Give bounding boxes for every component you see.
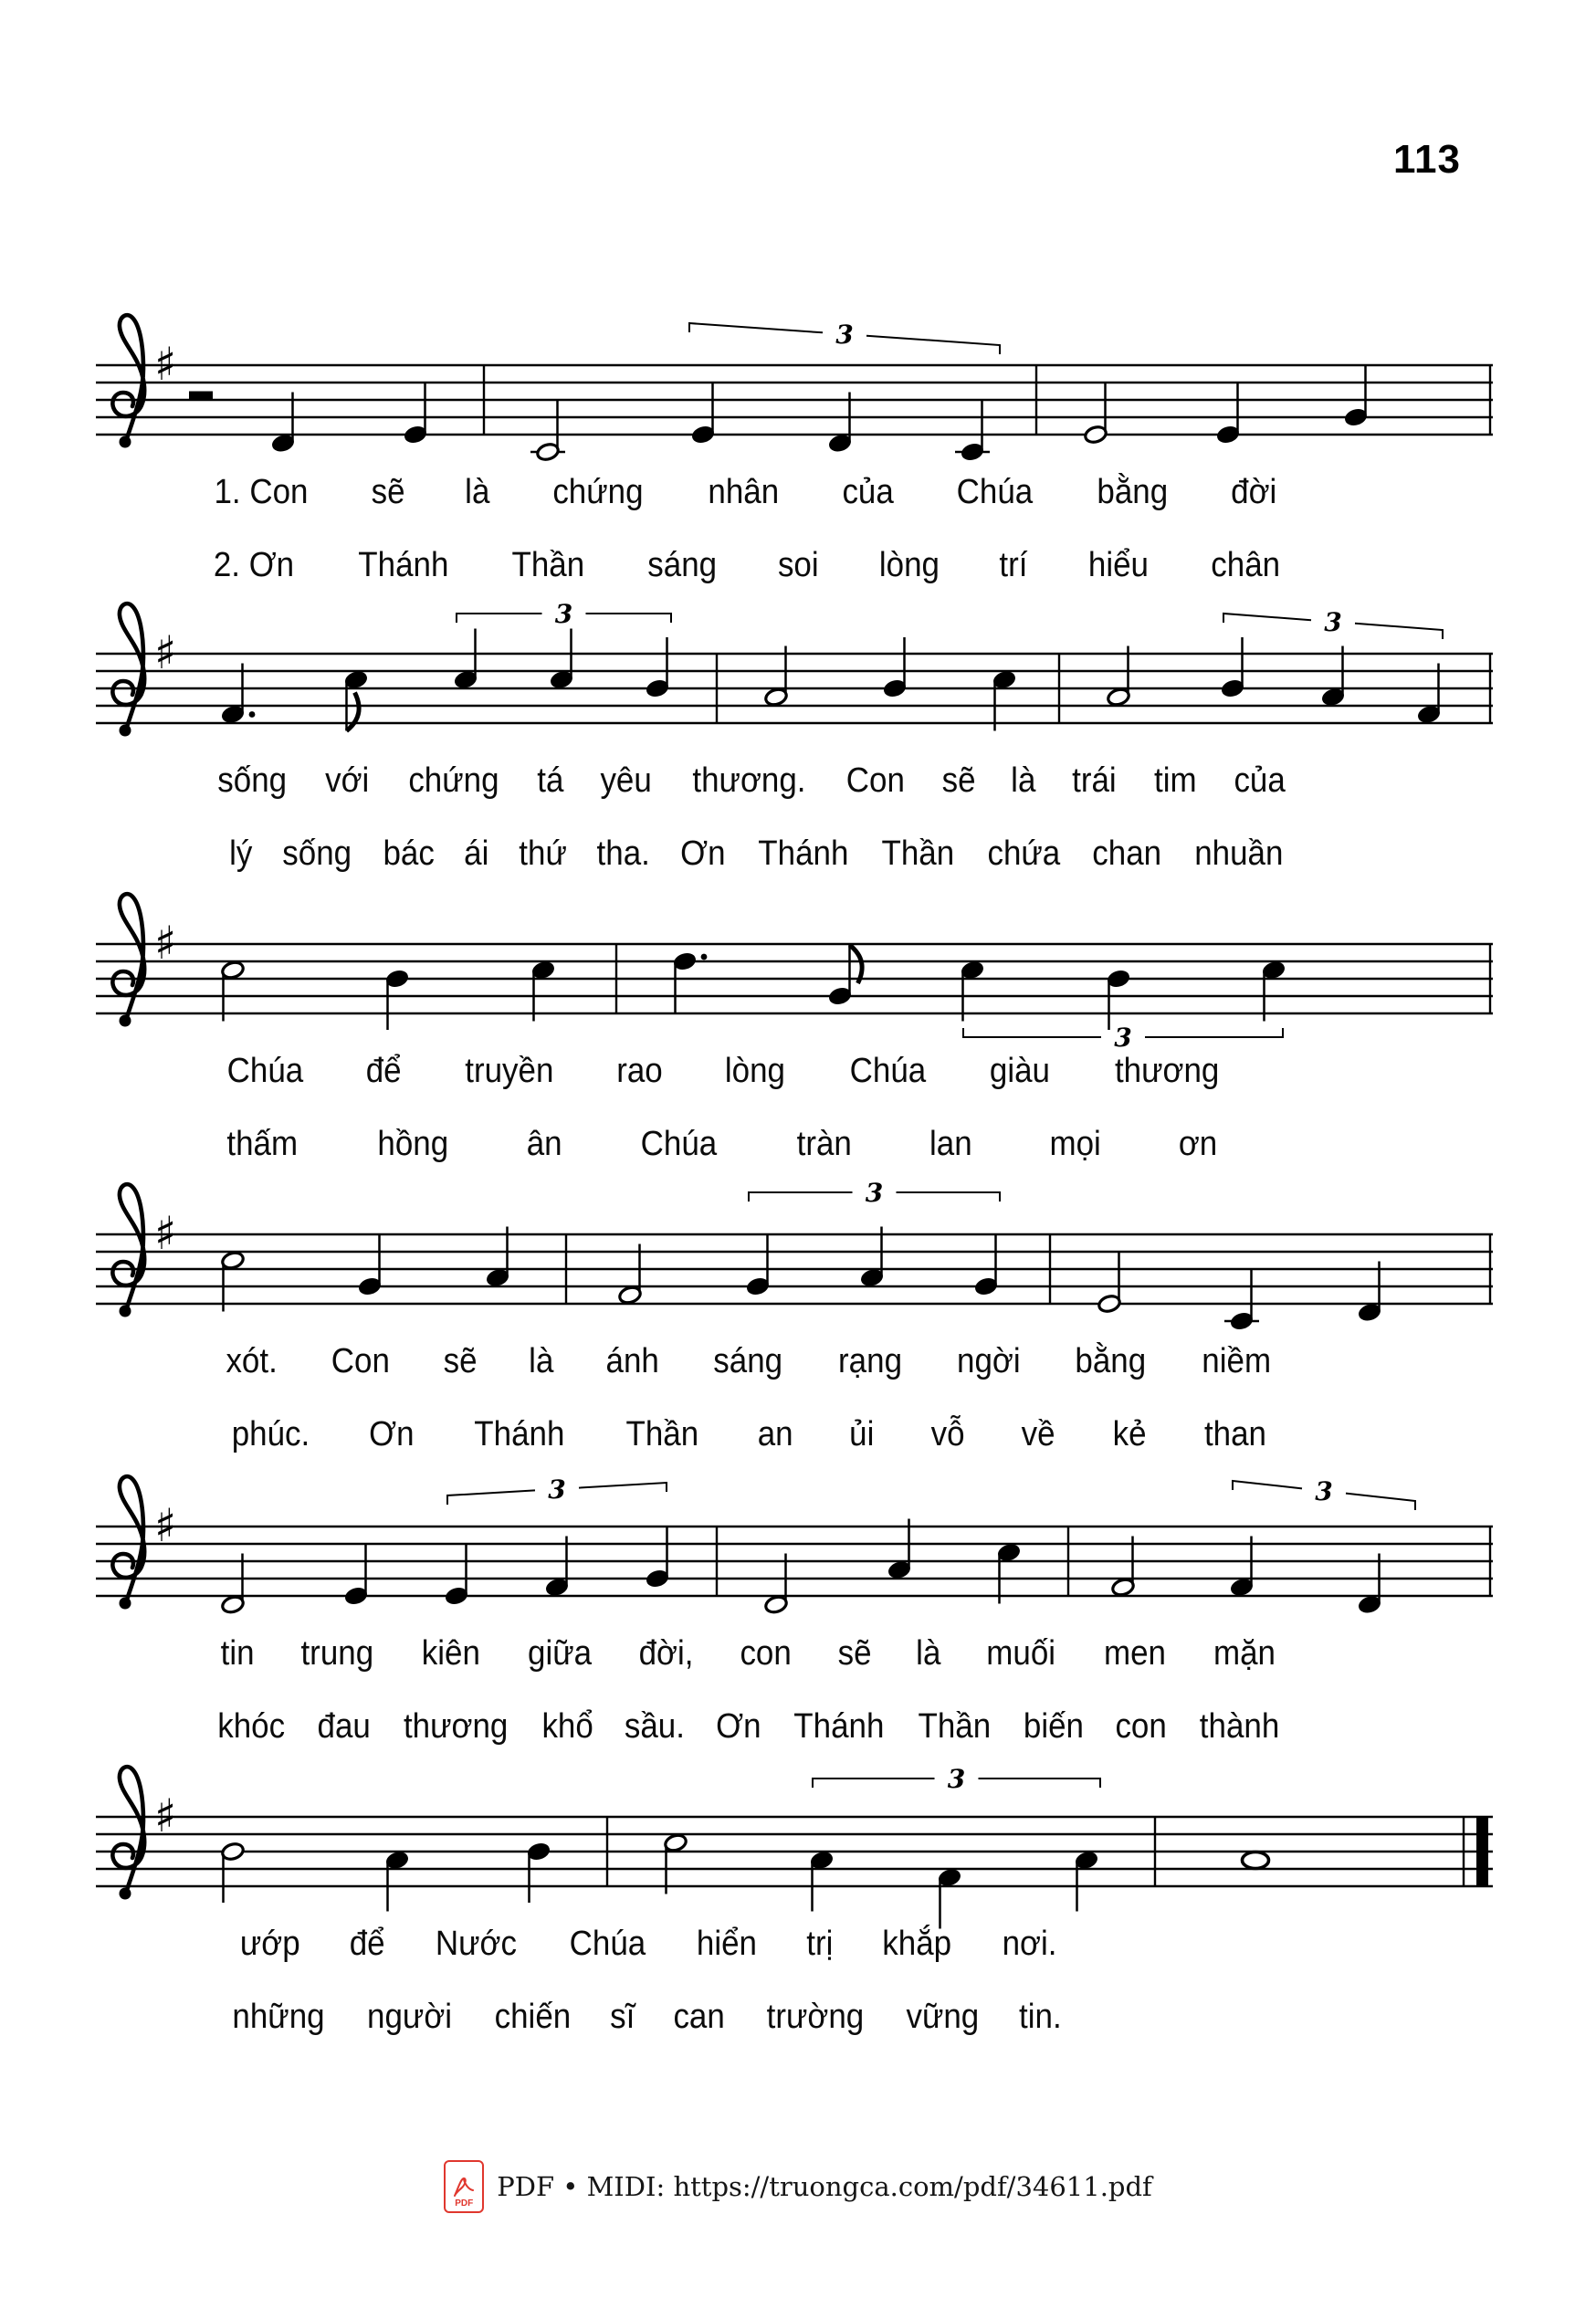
lyric-word: Thần: [511, 546, 585, 584]
note-q: [1075, 1851, 1099, 1912]
note-qd: [221, 664, 256, 725]
lyric-word: can: [673, 1998, 725, 2036]
half-rest-icon: [189, 392, 213, 401]
note-q: [646, 1527, 670, 1589]
lyric-word: chan: [1092, 834, 1162, 873]
note-q: [691, 383, 716, 445]
triplet-bracket: [447, 1474, 667, 1505]
triplet-bracket: [749, 1178, 1000, 1208]
lyric-word: con: [740, 1634, 793, 1673]
note-h: [1107, 646, 1131, 708]
lyric-word: chân: [1210, 546, 1280, 584]
lyric-word: thấm: [226, 1125, 299, 1163]
lyric-word: đời: [1230, 473, 1276, 511]
lyrics-line-3-verse-2: [224, 1125, 1219, 1164]
lyric-word: mọi: [1049, 1125, 1101, 1163]
note-q: [992, 670, 1017, 731]
pdf-file-icon[interactable]: [444, 2160, 484, 2213]
note-q: [1358, 1262, 1382, 1323]
lyric-word: kẻ: [1112, 1415, 1147, 1453]
lyric-word: hồng: [377, 1125, 449, 1163]
lyric-word: trung: [300, 1634, 374, 1673]
key-signature-sharp-icon: ♯: [154, 1789, 177, 1842]
note-q: [974, 1235, 999, 1296]
lyric-word: Chúa: [956, 473, 1034, 511]
lyric-word: ơn: [1178, 1125, 1218, 1163]
note-q: [646, 637, 670, 698]
lyric-word: những: [232, 1998, 325, 2036]
triplet-number: 3: [835, 320, 854, 350]
note-q: [385, 969, 410, 1030]
lyric-word: khắp: [882, 1925, 951, 1963]
triplet-number: 3: [548, 1474, 566, 1505]
note-h: [1111, 1537, 1136, 1598]
lyric-word: nhân: [708, 473, 780, 511]
note-q: [385, 1851, 410, 1912]
lyric-word: bác: [383, 834, 436, 873]
lyric-word: ái: [464, 834, 489, 873]
lyric-word: tràn: [796, 1125, 852, 1163]
lyric-word: Thánh: [793, 1707, 885, 1746]
triplet-bracket: [1233, 1476, 1415, 1510]
lyric-word: ngời: [956, 1342, 1021, 1380]
lyric-word: tim: [1153, 761, 1197, 800]
note-q: [531, 960, 556, 1022]
lyric-word: của: [1234, 761, 1286, 800]
lyric-word: về: [1021, 1415, 1055, 1453]
note-q: [1358, 1554, 1382, 1615]
triplet-number: 3: [1114, 1023, 1132, 1053]
lyric-word: Ơn: [716, 1707, 761, 1746]
lyric-word: mặn: [1213, 1634, 1276, 1673]
lyrics-line-5-verse-1: [219, 1634, 1278, 1674]
note-q: [358, 1235, 383, 1296]
lyric-word: người: [367, 1998, 453, 2036]
note-q: [1216, 383, 1241, 445]
triplet-number: 3: [554, 599, 573, 629]
key-signature-sharp-icon: ♯: [154, 1499, 177, 1552]
lyric-word: sáng: [713, 1342, 783, 1380]
note-q: [860, 1227, 885, 1288]
lyric-word: ân: [526, 1125, 562, 1163]
note-h: [1084, 383, 1108, 445]
lyric-word: tin: [220, 1634, 255, 1673]
lyric-word: thành: [1199, 1707, 1280, 1746]
triplet-bracket: [963, 1023, 1283, 1053]
lyric-word: nhuần: [1194, 834, 1284, 873]
lyric-word: biến: [1024, 1707, 1085, 1746]
lyric-word: hiểu: [1087, 546, 1149, 584]
lyric-word: truyền: [464, 1052, 553, 1090]
lyric-word: sống: [282, 834, 352, 873]
lyric-word: kiên: [421, 1634, 480, 1673]
lyric-word: 1. Con: [214, 473, 309, 511]
lyric-word: than: [1203, 1415, 1267, 1453]
note-h: [221, 1554, 246, 1615]
note-q: [344, 1545, 369, 1606]
note-q: [887, 1519, 912, 1580]
note-q: [454, 629, 478, 690]
lyric-word: sẽ: [371, 473, 405, 511]
triplet-number: 3: [947, 1764, 966, 1794]
lyric-word: Thần: [881, 834, 955, 873]
note-q: [961, 960, 985, 1022]
note-q: [1107, 969, 1131, 1030]
note-q: [883, 637, 908, 698]
lyric-word: nơi.: [1002, 1925, 1057, 1963]
lyric-word: vững: [906, 1998, 980, 2036]
note-w: [1243, 1852, 1269, 1869]
lyric-word: Ơn: [680, 834, 727, 873]
note-q: [810, 1851, 835, 1912]
lyric-word: Thánh: [474, 1415, 565, 1453]
lyric-word: là: [1011, 761, 1036, 800]
lyric-word: Thần: [918, 1707, 992, 1746]
note-q: [746, 1235, 771, 1296]
lyric-word: sĩ: [610, 1998, 635, 2036]
lyric-word: Con: [331, 1342, 391, 1380]
lyric-word: đau: [317, 1707, 371, 1746]
lyric-word: sống: [217, 761, 288, 800]
note-q: [527, 1842, 551, 1903]
lyric-word: bằng: [1075, 1342, 1147, 1380]
lyric-word: giữa: [527, 1634, 592, 1673]
note-h: [221, 1842, 246, 1903]
lyrics-line-5-verse-2: [215, 1707, 1283, 1747]
lyric-word: đời,: [638, 1634, 694, 1673]
lyric-word: chứng: [407, 761, 499, 800]
lyric-word: Con: [845, 761, 905, 800]
triplet-bracket: [689, 320, 1000, 354]
lyric-word: Thần: [625, 1415, 699, 1453]
lyric-word: Chúa: [849, 1052, 926, 1090]
note-h: [530, 401, 565, 462]
note-h: [764, 646, 789, 708]
lyric-word: soi: [777, 546, 819, 584]
lyric-word: rao: [616, 1052, 664, 1090]
triplet-number: 3: [1324, 607, 1342, 637]
lyric-word: vỗ: [930, 1415, 965, 1453]
note-q: [486, 1227, 510, 1288]
lyric-word: tha.: [596, 834, 651, 873]
lyric-word: sẽ: [443, 1342, 478, 1380]
lyric-word: sẽ: [941, 761, 976, 800]
lyric-word: con: [1115, 1707, 1168, 1746]
lyric-word: 2. Ơn: [213, 546, 295, 584]
lyric-word: Thánh: [758, 834, 849, 873]
note-q: [404, 383, 428, 445]
lyric-word: chứng: [552, 473, 644, 511]
lyric-word: lý: [229, 834, 253, 873]
note-q: [1321, 646, 1346, 708]
lyric-word: sáng: [646, 546, 717, 584]
note-q: [1230, 1537, 1255, 1598]
lyric-word: tá: [537, 761, 564, 800]
note-h: [764, 1554, 789, 1615]
lyric-word: Thánh: [357, 546, 449, 584]
lyric-word: Chúa: [226, 1052, 304, 1090]
note-q: [938, 1868, 962, 1929]
note-q: [1262, 960, 1286, 1022]
lyric-word: chiến: [494, 1998, 572, 2036]
lyrics-line-4-verse-2: [228, 1415, 1269, 1454]
note-q: [445, 1545, 469, 1606]
lyric-word: để: [365, 1052, 402, 1090]
lyric-word: của: [841, 473, 894, 511]
footer: [0, 2160, 1596, 2213]
lyric-word: chứa: [987, 834, 1060, 873]
lyric-word: trái: [1072, 761, 1118, 800]
lyric-word: lòng: [725, 1052, 786, 1090]
lyric-word: Chúa: [640, 1125, 718, 1163]
lyrics-line-4-verse-1: [224, 1342, 1274, 1381]
note-q: [828, 393, 853, 454]
note-h: [1097, 1253, 1122, 1314]
triplet-number: 3: [865, 1178, 884, 1208]
lyrics-line-6-verse-1: [237, 1925, 1059, 1964]
lyric-word: để: [349, 1925, 385, 1963]
page-number: 113: [1393, 137, 1461, 182]
lyric-word: Chúa: [569, 1925, 646, 1963]
lyric-word: yêu: [600, 761, 652, 800]
lyric-word: sầu.: [625, 1707, 686, 1746]
lyric-word: là: [915, 1634, 941, 1673]
lyric-word: thương: [1114, 1052, 1219, 1090]
lyric-word: niềm: [1201, 1342, 1271, 1380]
lyric-word: với: [324, 761, 370, 800]
lyric-word: an: [757, 1415, 793, 1453]
footer-link[interactable]: PDF • MIDI: https://truongca.com/pdf/34611.pdf: [497, 2171, 1152, 2202]
key-signature-sharp-icon: ♯: [154, 338, 177, 391]
lyrics-line-6-verse-2: [228, 1998, 1064, 2037]
lyric-word: thương: [404, 1707, 509, 1746]
lyric-word: Nước: [435, 1925, 518, 1963]
note-q: [1417, 664, 1442, 725]
lyric-word: rạng: [837, 1342, 902, 1380]
triplet-bracket: [1223, 607, 1443, 639]
lyric-word: thương.: [691, 761, 806, 800]
lyrics-line-1-verse-1: [210, 473, 1278, 512]
note-h: [664, 1833, 688, 1894]
lyric-word: men: [1103, 1634, 1166, 1673]
lyric-word: là: [528, 1342, 554, 1380]
note-h: [221, 1251, 246, 1312]
lyric-word: xót.: [226, 1342, 278, 1380]
lyric-word: trí: [999, 546, 1028, 584]
lyric-word: thứ: [518, 834, 567, 873]
pdf-icon-label: PDF: [455, 2198, 474, 2209]
note-q: [1221, 637, 1245, 698]
lyric-word: phúc.: [231, 1415, 310, 1453]
note-q: [545, 1537, 570, 1598]
lyric-word: trường: [766, 1998, 865, 2036]
lyrics-line-2-verse-1: [215, 761, 1287, 801]
lyric-word: lòng: [878, 546, 940, 584]
lyric-word: ướp: [239, 1925, 300, 1963]
lyric-word: là: [465, 473, 490, 511]
key-signature-sharp-icon: ♯: [154, 626, 177, 679]
note-q: [1224, 1270, 1259, 1331]
lyric-word: khổ: [541, 1707, 593, 1746]
lyric-word: sẽ: [837, 1634, 872, 1673]
note-q: [271, 393, 296, 454]
lyric-word: tin.: [1019, 1998, 1062, 2036]
key-signature-sharp-icon: ♯: [154, 917, 177, 970]
note-q: [955, 401, 990, 462]
note-q: [1344, 366, 1369, 427]
note-q: [997, 1543, 1022, 1604]
lyric-word: trị: [805, 1925, 833, 1963]
lyrics-line-2-verse-2: [228, 834, 1287, 874]
triplet-bracket: [813, 1764, 1100, 1794]
note-h: [618, 1244, 643, 1306]
lyrics-line-3-verse-1: [224, 1052, 1223, 1091]
lyric-word: lan: [929, 1125, 972, 1163]
lyric-word: ánh: [605, 1342, 660, 1380]
lyric-word: bằng: [1097, 473, 1169, 511]
acrobat-logo-icon: [452, 2176, 476, 2199]
note-e: [344, 670, 369, 731]
lyric-word: hiển: [696, 1925, 758, 1963]
note-h: [221, 960, 246, 1022]
key-signature-sharp-icon: ♯: [154, 1207, 177, 1260]
triplet-bracket: [457, 599, 671, 629]
lyric-word: Ơn: [369, 1415, 415, 1453]
lyric-word: khóc: [217, 1707, 286, 1746]
lyrics-line-1-verse-2: [210, 546, 1283, 585]
lyric-word: ủi: [849, 1415, 875, 1453]
note-q: [550, 629, 574, 690]
lyric-word: muối: [986, 1634, 1056, 1673]
triplet-number: 3: [1315, 1476, 1333, 1506]
lyric-word: giàu: [989, 1052, 1050, 1090]
